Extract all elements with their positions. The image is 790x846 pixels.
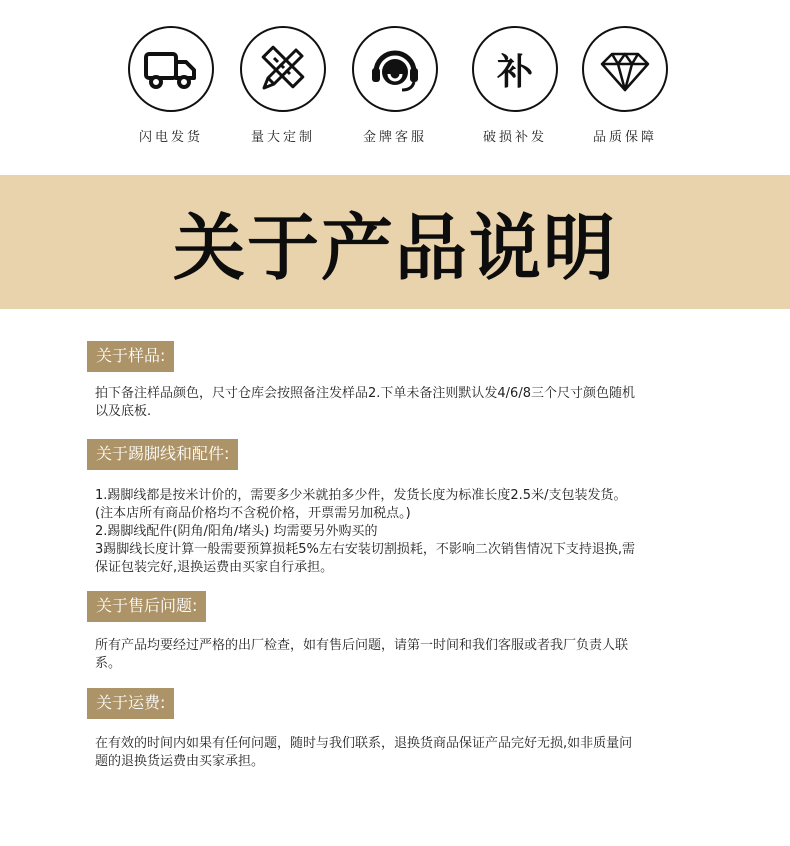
section-text [87, 385, 727, 421]
text-line: 所有产品均要经过严格的出厂检查，如有售后问题，请第一时间和我们客服或者我厂负责人联 [95, 638, 629, 653]
feature-label: 量大定制 [250, 130, 315, 145]
section-text [87, 637, 727, 673]
section-tag: 关于样品: [87, 341, 174, 372]
section-shipping [87, 688, 727, 771]
feature-label: 金牌客服 [362, 130, 427, 145]
pencil-ruler-icon [240, 26, 326, 112]
text-line: 题的退换货运费由买家承担。 [95, 754, 265, 769]
text-line: 以及底板. [95, 404, 152, 419]
text-line: 系。 [95, 656, 122, 671]
bu-glyph: 补 [496, 51, 533, 93]
text-line: 1.踢脚线都是按米计价的，需要多少米就拍多少件，发货长度为标准长度2.5米/支包装发货。 [95, 488, 627, 503]
headset-icon [352, 26, 438, 112]
text-line: 保证包装完好,退换运费由买家自行承担。 [95, 560, 334, 575]
bu-char-icon [472, 26, 558, 112]
truck-icon [128, 26, 214, 112]
feature-quality [565, 26, 685, 145]
text-line: (注本店所有商品价格均不含税价格，开票需另加税点。) [95, 506, 411, 521]
text-line: 拍下备注样品颜色，尺寸仓库会按照备注发样品2.下单未备注则默认发4/6/8三个尺寸颜色随机 [95, 386, 635, 401]
section-tag: 关于运费: [87, 688, 174, 719]
section-baseboard [87, 439, 727, 577]
text-line: 在有效的时间内如果有任何问题，随时与我们联系，退换货商品保证产品完好无损,如非质量问 [95, 736, 633, 751]
feature-label: 破损补发 [482, 130, 547, 145]
text-line: 2.踢脚线配件(阴角/阳角/堵头) 均需要另外购买的 [95, 524, 378, 539]
section-tag: 关于踢脚线和配件: [87, 439, 238, 470]
section-after-sales [87, 591, 727, 673]
section-text [87, 487, 727, 577]
feature-label: 品质保障 [592, 130, 657, 145]
feature-row [0, 0, 790, 175]
text-line: 3踢脚线长度计算一般需要预算损耗5%左右安装切割损耗，不影响二次销售情况下支持退换,需 [95, 542, 636, 557]
section-text [87, 735, 727, 771]
feature-custom-bulk [223, 26, 343, 145]
title-banner [0, 175, 790, 309]
feature-fast-delivery [111, 26, 231, 145]
section-tag: 关于售后问题: [87, 591, 206, 622]
feature-damage-reissue [455, 26, 575, 145]
diamond-icon [582, 26, 668, 112]
banner-title: 关于产品说明 [172, 206, 617, 290]
section-sample [87, 341, 727, 421]
feature-gold-service [335, 26, 455, 145]
feature-label: 闪电发货 [138, 130, 203, 145]
